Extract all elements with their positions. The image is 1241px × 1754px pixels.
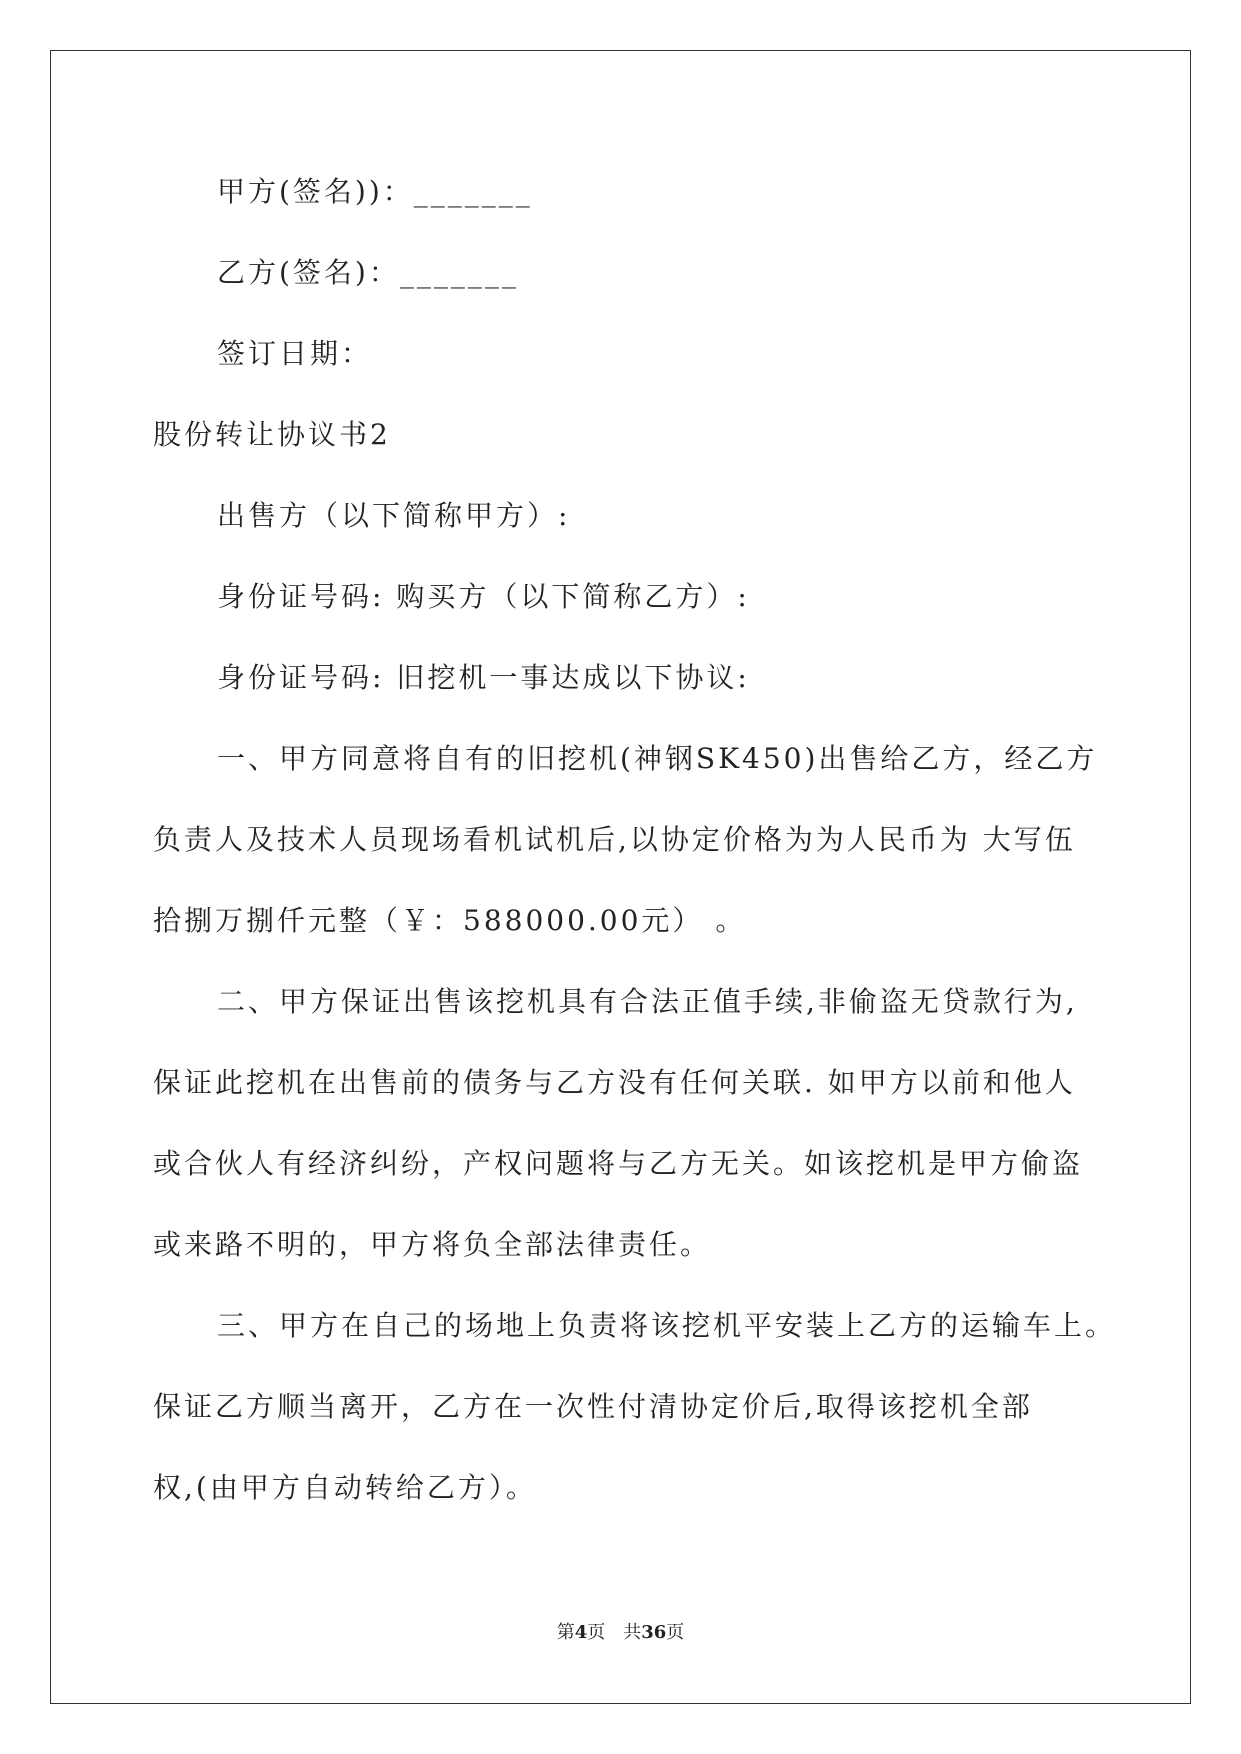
footer-suffix: 页	[666, 1622, 685, 1643]
clause-1-line-1: 一、甲方同意将自有的旧挖机(神钢SK450)出售给乙方，经乙方	[217, 742, 1098, 775]
page-footer	[0, 1618, 1241, 1644]
clause-1-line-3: 拾捌万捌仟元整（￥：588000.00元） 。	[153, 904, 747, 937]
clause-2-line-3: 或合伙人有经济纠纷，产权问题将与乙方无关。如该挖机是甲方偷盗	[153, 1147, 1084, 1180]
footer-total-pages: 36	[641, 1622, 667, 1643]
footer-page-number: 4	[574, 1622, 588, 1643]
id-buyer-line: 身份证号码: 购买方（以下简称乙方）:	[217, 580, 750, 613]
document-body	[153, 168, 1117, 1545]
clause-3-line-2: 保证乙方顺当离开，乙方在一次性付清协定价后,取得该挖机全部	[153, 1390, 1033, 1423]
party-a-signature-line: 甲方(签名))：_______	[217, 175, 533, 208]
agreement-title: 股份转让协议书2	[153, 418, 391, 451]
clause-3-line-1: 三、甲方在自己的场地上负责将该挖机平安装上乙方的运输车上。	[217, 1309, 1117, 1342]
signing-date-line: 签订日期：	[217, 337, 373, 370]
clause-3-line-3: 权,(由甲方自动转给乙方）。	[153, 1471, 537, 1504]
seller-line: 出售方（以下简称甲方）:	[217, 499, 571, 532]
party-b-signature-line: 乙方(签名)：_______	[217, 256, 519, 289]
clause-2-line-2: 保证此挖机在出售前的债务与乙方没有任何关联. 如甲方以前和他人	[153, 1066, 1076, 1099]
id-agreement-line: 身份证号码: 旧挖机一事达成以下协议:	[217, 661, 750, 694]
clause-2-line-4: 或来路不明的，甲方将负全部法律责任。	[153, 1228, 712, 1261]
footer-prefix: 第	[556, 1622, 575, 1643]
clause-1-line-2: 负责人及技术人员现场看机试机后,以协定价格为为人民币为 大写伍	[153, 823, 1076, 856]
clause-2-line-1: 二、甲方保证出售该挖机具有合法正值手续,非偷盗无贷款行为,	[217, 985, 1078, 1018]
footer-middle: 页 共	[587, 1622, 642, 1643]
